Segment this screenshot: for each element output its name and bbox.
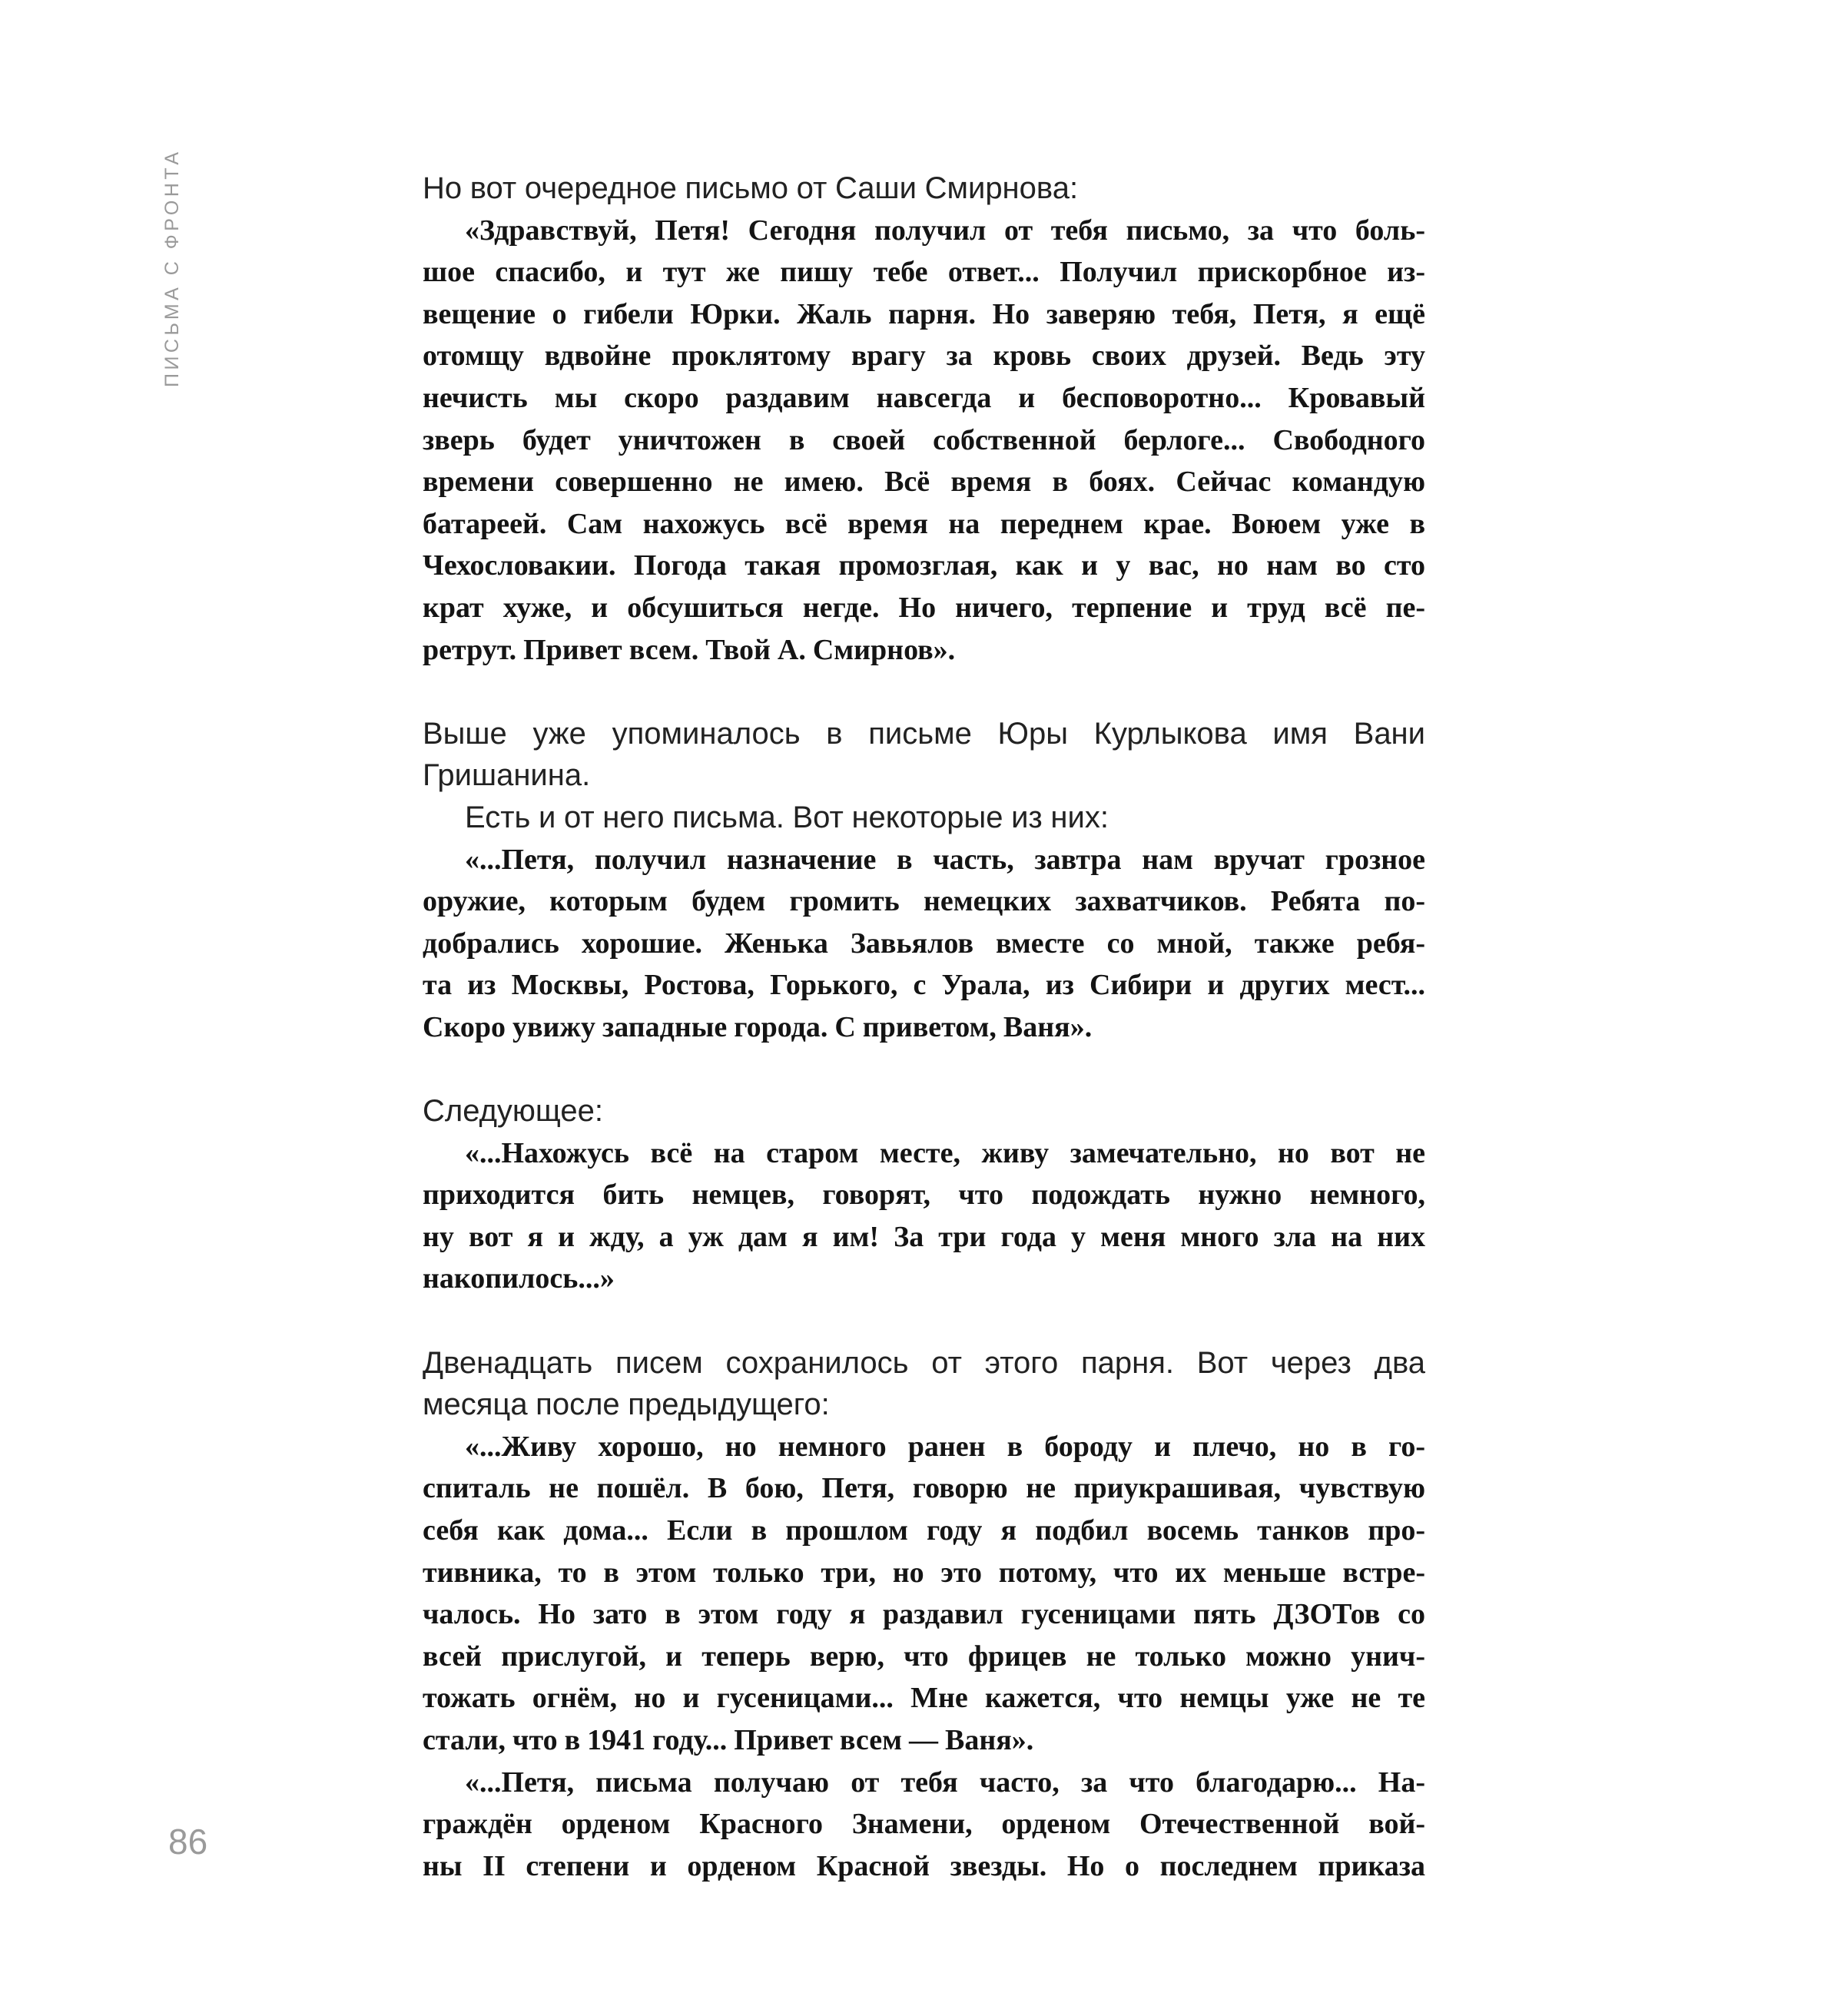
text-line: тожать огнём, но и гусеницами... Мне кажется, что немцы уже не те <box>423 1682 1425 1715</box>
paragraph-letter-smirnov <box>423 210 1425 671</box>
text-line: та из Москвы, Ростова, Горького, с Урала, из Сибири и других мест... <box>423 969 1425 1002</box>
text-line: стали, что в 1941 году... Привет всем — Ваня». <box>423 1723 1034 1756</box>
paragraph-letter-vanya-3 <box>423 1426 1425 1762</box>
text-line: отомщу вдвойне проклятому врагу за кровь своих друзей. Ведь эту <box>423 340 1425 373</box>
text-line: добрались хорошие. Женька Завьялов вместе со мной, также ребя- <box>423 927 1425 960</box>
paragraph-next-label <box>423 1090 1425 1132</box>
paragraph-intro-letters <box>423 797 1425 839</box>
text-line: времени совершенно не имею. Всё время в боях. Сейчас командую <box>423 466 1425 499</box>
text-line: шое спасибо, и тут же пишу тебе ответ... Получил прискорбное из- <box>423 256 1425 289</box>
text-line: граждён орденом Красного Знамени, орденом Отечественной вой- <box>423 1808 1425 1841</box>
text-line: Чехословакии. Погода такая промозглая, как и у вас, но нам во сто <box>423 549 1425 582</box>
text-line: Гришанина. <box>423 758 591 793</box>
text-line: ретрут. Привет всем. Твой А. Смирнов». <box>423 633 956 666</box>
paragraph-letter-vanya-4 <box>423 1762 1425 1888</box>
text-line: «...Петя, получил назначение в часть, завтра нам вручат грозное <box>465 843 1425 876</box>
text-line: «...Петя, письма получаю от тебя часто, за что благодарю... На- <box>465 1766 1425 1799</box>
text-line: ну вот я и жду, а уж дам я им! За три года у меня много зла на них <box>423 1220 1425 1253</box>
text-line: вещение о гибели Юрки. Жаль парня. Но заверяю тебя, Петя, я ещё <box>423 297 1425 330</box>
text-line: себя как дома... Если в прошлом году я подбил восемь танков про- <box>423 1514 1425 1547</box>
paragraph-intro-grishanin <box>423 713 1425 797</box>
paragraph-intro-smirnov <box>423 167 1425 210</box>
page-number: 86 <box>168 1822 208 1862</box>
text-line: накопилось...» <box>423 1262 615 1295</box>
text-column <box>423 167 1425 1887</box>
text-line: батареей. Сам нахожусь всё время на переднем крае. Воюем уже в <box>423 507 1425 540</box>
text-line: ны II степени и орденом Красной звезды. Но о последнем приказа <box>423 1849 1425 1882</box>
text-line: Есть и от него письма. Вот некоторые из них: <box>465 800 1109 834</box>
text-line: тивника, то в этом только три, но это потому, что их меньше встре- <box>423 1556 1425 1589</box>
text-line: спиталь не пошёл. В бою, Петя, говорю не приукрашивая, чувствую <box>423 1472 1425 1505</box>
text-line: зверь будет уничтожен в своей собственной берлоге... Свободного <box>423 423 1425 456</box>
paragraph-letter-vanya-2 <box>423 1132 1425 1300</box>
text-line: крат хуже, и обсушиться негде. Но ничего, терпение и труд всё пе- <box>423 591 1425 624</box>
text-line: «...Живу хорошо, но немного ранен в бороду и плечо, но в го- <box>465 1430 1425 1463</box>
text-line: всей прислугой, и теперь верю, что фрицев не только можно унич- <box>423 1640 1425 1673</box>
text-line: «...Нахожусь всё на старом месте, живу замечательно, но вот не <box>465 1136 1425 1169</box>
text-line: приходится бить немцев, говорят, что подождать нужно немного, <box>423 1179 1425 1212</box>
text-line: чалось. Но зато в этом году я раздавил гусеницами пять ДЗОТов со <box>423 1598 1425 1631</box>
text-line: Скоро увижу западные города. С приветом, Ваня». <box>423 1010 1093 1043</box>
text-line: Следующее: <box>423 1094 603 1129</box>
text-line: Но вот очередное письмо от Саши Смирнова: <box>423 171 1079 205</box>
text-line: Двенадцать писем сохранилось от этого парня. Вот через два <box>423 1345 1425 1380</box>
text-line: месяца после предыдущего: <box>423 1388 830 1422</box>
text-line: нечисть мы скоро раздавим навсегда и бесповоротно... Кровавый <box>423 381 1425 414</box>
text-line: оружие, которым будем громить немецких захватчиков. Ребята по- <box>423 885 1425 918</box>
text-line: «Здравствуй, Петя! Сегодня получил от тебя письмо, за что боль- <box>465 214 1425 247</box>
paragraph-letter-vanya-1 <box>423 839 1425 1049</box>
text-line: Выше уже упоминалось в письме Юры Курлыкова имя Вани <box>423 716 1425 751</box>
paragraph-twelve-letters <box>423 1342 1425 1426</box>
running-head-vertical: ПИСЬМА С ФРОНТА <box>161 148 183 387</box>
